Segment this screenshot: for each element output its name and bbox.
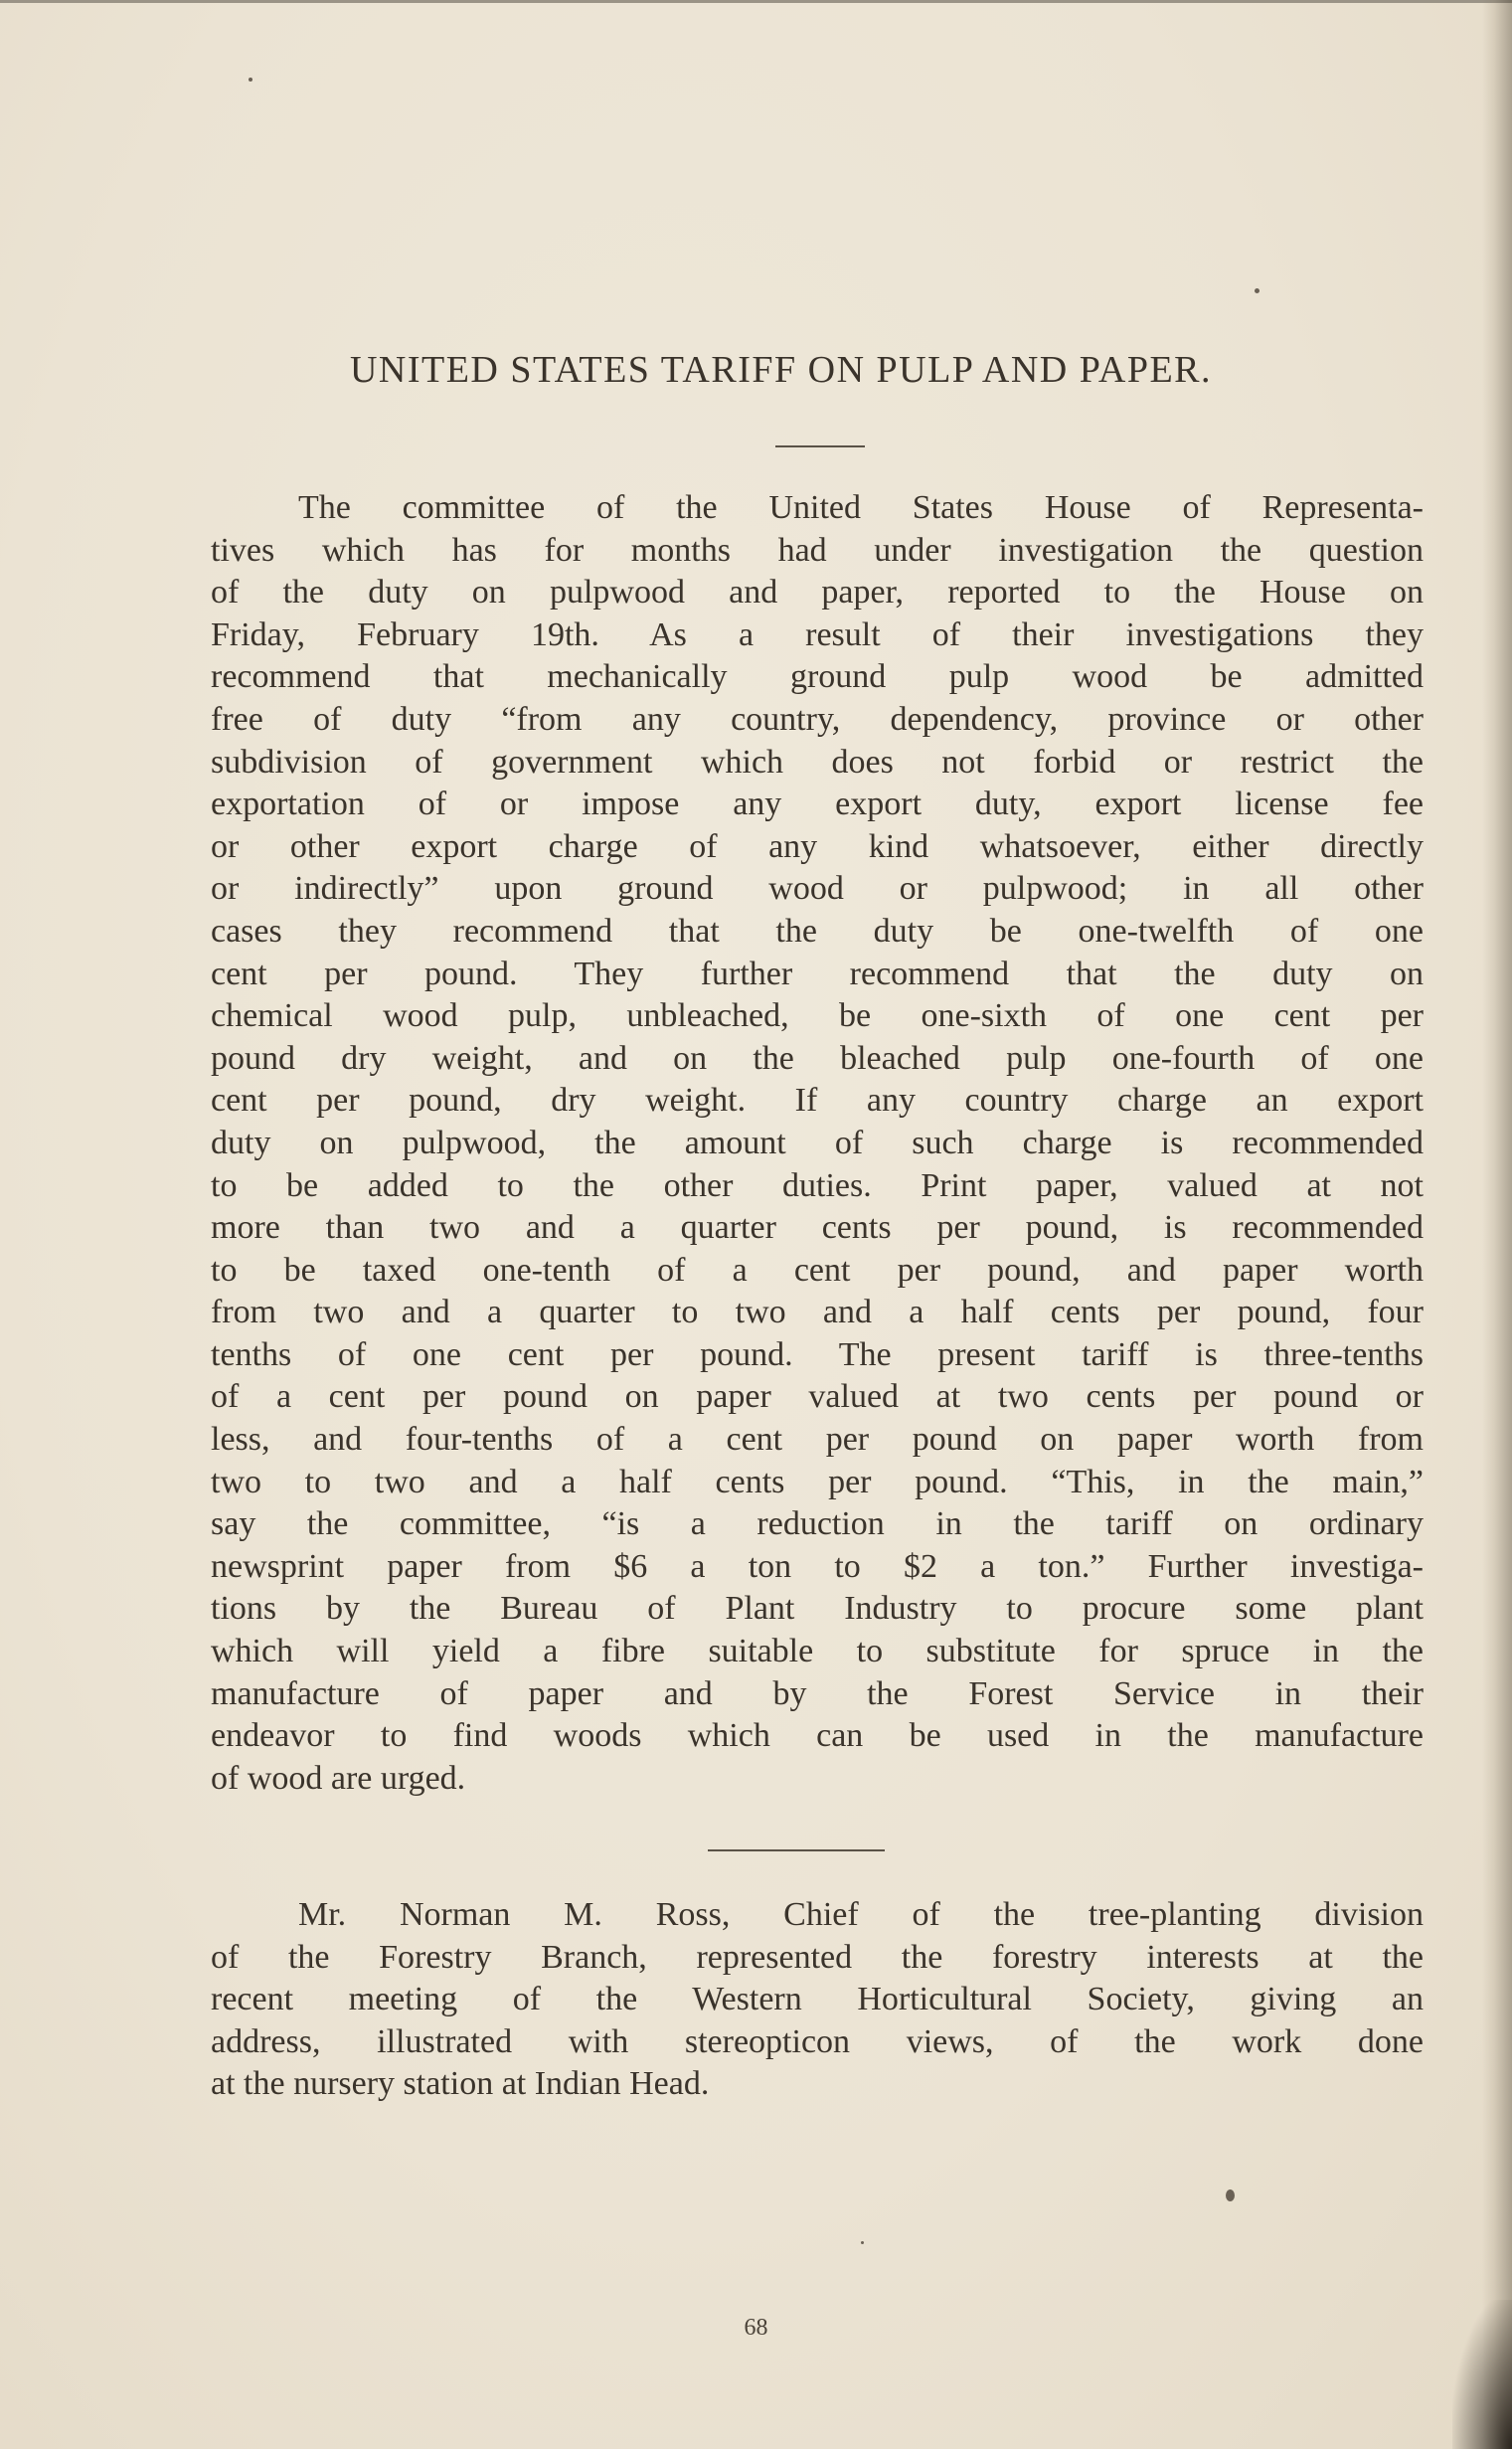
article-line: which will yield a fibre suitable to substitute for spruce in the [211,1633,1424,1670]
article-line: of the duty on pulpwood and paper, reported to the House on [211,574,1424,612]
article-line: pound dry weight, and on the bleached pulp one-fourth of one [211,1039,1424,1077]
article-line: exportation of or impose any export duty, export license fee [211,786,1424,823]
article-line: subdivision of government which does not forbid or restrict the [211,743,1424,781]
top-edge-rule [0,0,1512,3]
article-line: The committee of the United States House of Representa- [298,489,1424,526]
article-line: chemical wood pulp, unbleached, be one-sixth of one cent per [211,997,1424,1035]
article-line: of wood are urged. [211,1759,466,1797]
article-body [211,487,1424,1800]
article-line: cent per pound. They further recommend that the duty on [211,955,1424,992]
article-line: to be taxed one-tenth of a cent per pound, and paper worth [211,1251,1424,1289]
article-line: newsprint paper from $6 a ton to $2 a ton.” Further investiga- [211,1547,1424,1585]
paper-speck [861,2241,864,2244]
article-line: tives which has for months had under investigation the question [211,531,1424,569]
article-line: to be added to the other duties. Print paper, valued at not [211,1166,1424,1204]
article-line: from two and a quarter to two and a half cents per pound, four [211,1294,1424,1331]
article-line: endeavor to find woods which can be used in the manufacture [211,1717,1424,1755]
note-body [211,1894,1424,2106]
note-line: address, illustrated with stereopticon views, of the work done [211,2022,1424,2060]
note-line: at the nursery station at Indian Head. [211,2065,710,2103]
article-line: say the committee, “is a reduction in the tariff on ordinary [211,1505,1424,1543]
article-line: less, and four-tenths of a cent per pound on paper worth from [211,1421,1424,1459]
note-line: recent meeting of the Western Horticultural Society, giving an [211,1981,1424,2018]
article-line: tenths of one cent per pound. The present tariff is three-tenths [211,1335,1424,1373]
title-divider [775,445,865,447]
article-title: UNITED STATES TARIFF ON PULP AND PAPER. [349,349,1213,391]
article-line: of a cent per pound on paper valued at two cents per pound or [211,1378,1424,1416]
article-line: two to two and a half cents per pound. “This, in the main,” [211,1463,1424,1500]
article-line: cases they recommend that the duty be one-twelfth of one [211,912,1424,950]
article-line: Friday, February 19th. As a result of their investigations they [211,615,1424,653]
article-line: or other export charge of any kind whatsoever, either directly [211,827,1424,865]
article-line: more than two and a quarter cents per pound, is recommended [211,1209,1424,1247]
paper-speck [1226,2189,1235,2201]
article-line: or indirectly” upon ground wood or pulpwood; in all other [211,870,1424,908]
article-line: cent per pound, dry weight. If any country charge an export [211,1082,1424,1120]
note-line: of the Forestry Branch, represented the forestry interests at the [211,1938,1424,1976]
article-line: recommend that mechanically ground pulp wood be admitted [211,658,1424,696]
article-line: tions by the Bureau of Plant Industry to procure some plant [211,1590,1424,1628]
paper-speck [249,78,252,82]
article-line: duty on pulpwood, the amount of such charge is recommended [211,1124,1424,1161]
article-line: free of duty “from any country, dependency, province or other [211,700,1424,738]
section-divider [708,1849,885,1851]
paper-speck [1255,288,1260,293]
note-line: Mr. Norman M. Ross, Chief of the tree-planting division [298,1896,1424,1933]
page-number: 68 [744,2315,768,2341]
article-line: manufacture of paper and by the Forest Service in their [211,1674,1424,1712]
